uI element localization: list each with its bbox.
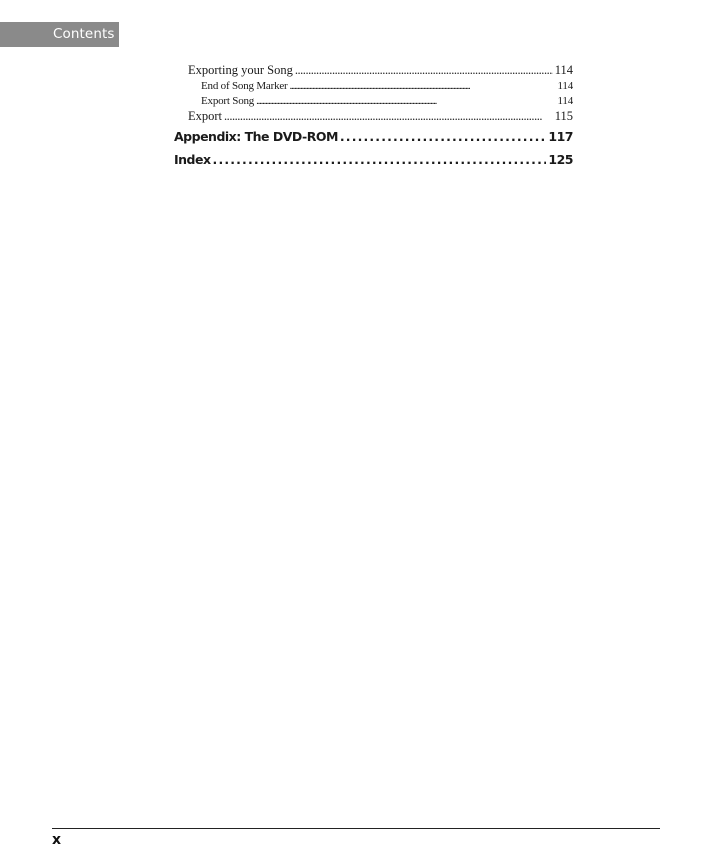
toc-entry-label: End of Song Marker (201, 79, 288, 92)
dot-leader (295, 63, 553, 79)
toc-entry-label: Export Song (201, 94, 255, 107)
dot-leader (340, 126, 547, 147)
toc-entry-export[interactable] (174, 109, 573, 125)
toc-entry-page: 125 (548, 152, 573, 167)
toc-entry-label: Index (174, 152, 211, 167)
toc-entry-label: Exporting your Song (188, 63, 293, 77)
toc-entry-page: 114 (557, 94, 573, 107)
toc-entry-appendix-dvd-rom[interactable] (174, 126, 573, 147)
toc-entry-page: 117 (548, 129, 573, 144)
toc-entry-export-song[interactable] (174, 94, 573, 109)
toc-entry-label: Appendix: The DVD-ROM (174, 129, 338, 144)
dot-leader (224, 109, 553, 125)
footer-rule (52, 828, 660, 829)
toc-entry-page: 114 (557, 79, 573, 92)
toc-entry-exporting-your-song[interactable] (174, 63, 573, 79)
toc-entry-label: Export (188, 108, 223, 123)
dot-leader (213, 149, 547, 170)
toc-entry-page: 115 (554, 108, 573, 123)
toc-entry-page: 114 (554, 63, 573, 77)
contents-header-tab: Contents (0, 22, 119, 47)
toc-entry-index[interactable] (174, 149, 573, 170)
page-number: x (52, 832, 62, 848)
table-of-contents (174, 63, 573, 170)
dot-leader (290, 79, 556, 94)
dot-leader (256, 94, 555, 109)
toc-entry-end-of-song-marker[interactable] (174, 79, 573, 94)
